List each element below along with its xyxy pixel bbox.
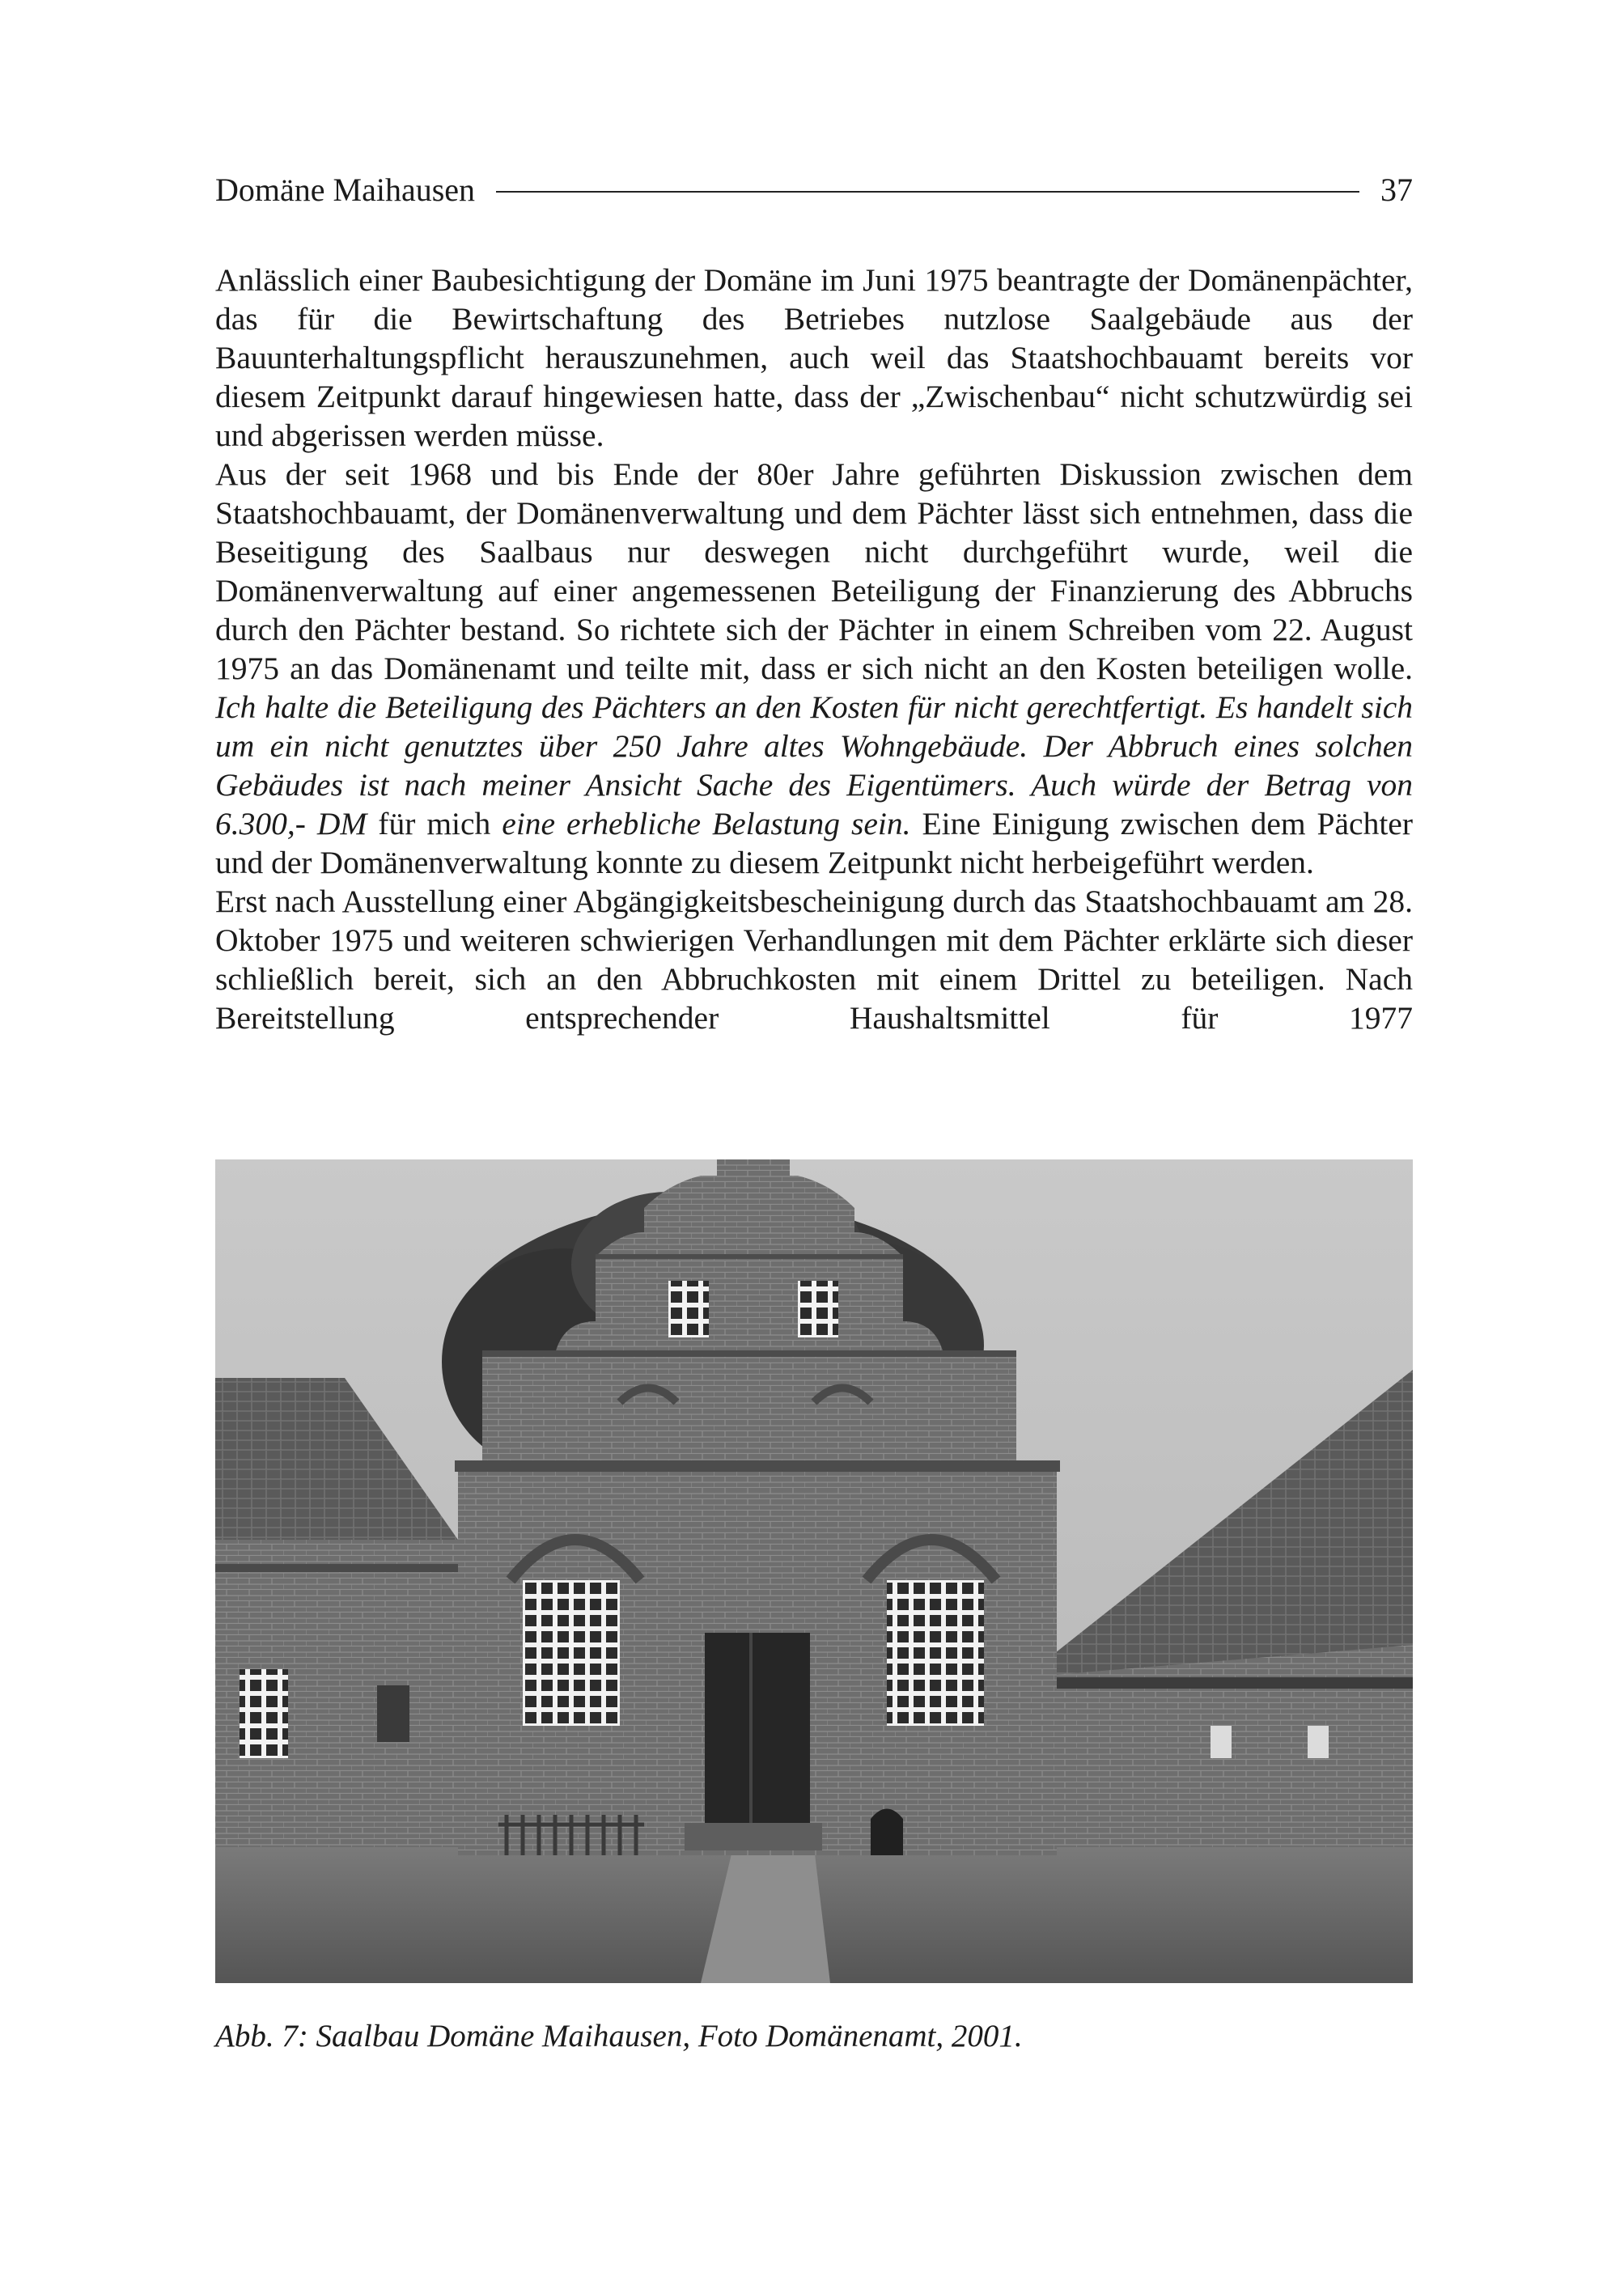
paragraph-1: Anlässlich einer Baubesichtigung der Domäne im Juni 1975 beantragte der Domänenpächter, das für die Bewirtschaftung des Betriebes nutzlose Saalgebäude aus der Bauunterhaltungspflicht herauszunehmen, auch weil das Staatshochbauamt bereits vor diesem Zeitpunkt darauf hingewiesen hatte, dass der „Zwischenbau“ nicht schutzwürdig sei und abgerissen werden müsse. <box>215 262 1413 453</box>
paragraph-3: Erst nach Ausstellung einer Abgängigkeitsbescheinigung durch das Staatshochbauamt am 28. Oktober 1975 und weiteren schwierigen Verhandlungen mit dem Pächter erklärte sich dieser schließlich bereit, sich an den Abbruchkosten mit einem Drittel zu beteiligen. Nach Bereitstellung entsprechender Haushaltsmittel für 1977 <box>215 884 1413 1036</box>
paragraph-2-text-b: Eine Einigung zwischen dem Pächter und der Domänenverwaltung konnte zu diesem Zeitpunkt nicht herbeigeführt werden. <box>215 806 1413 880</box>
paragraph-2-text-mid: für mich <box>378 806 491 841</box>
header-rule <box>496 191 1359 193</box>
paragraph-2 <box>215 455 1413 882</box>
body-text <box>215 261 1413 1037</box>
paragraph-2-text-a: Aus der seit 1968 und bis Ende der 80er Jahre geführten Diskussion zwischen dem Staatshochbauamt, der Domänenverwaltung und dem Pächter lässt sich entnehmen, dass die Beseitigung des Saalbaus nur deswegen nicht durchgeführt wurde, weil die Domänenverwaltung auf einer angemessenen Beteiligung der Finanzierung des Abbruchs durch den Pächter bestand. So richtete sich der Pächter in einem Schreiben vom 22. August 1975 an das Domänenamt und teilte mit, dass er sich nicht an den Kosten beteiligen wolle. <box>215 456 1413 686</box>
page-number: 37 <box>1380 171 1413 208</box>
running-title: Domäne Maihausen <box>215 171 476 208</box>
quotation-2: eine erhebliche Belastung sein. <box>502 806 911 841</box>
photo-saalbau <box>215 1159 1413 1983</box>
running-header <box>215 167 1413 212</box>
quotation-1: Ich halte die Beteiligung des Pächters an den Kosten für nicht gerechtfertigt. Es handelt sich um ein nicht genutztes über 250 Jahre altes Wohngebäude. Der Abbruch eines solchen Gebäudes ist nach meiner Ansicht Sache des Eigentümers. Auch würde der Betrag von 6.300,- DM <box>215 689 1413 841</box>
figure-caption: Abb. 7: Saalbau Domäne Maihausen, Foto Domänenamt, 2001. <box>215 2019 1023 2054</box>
